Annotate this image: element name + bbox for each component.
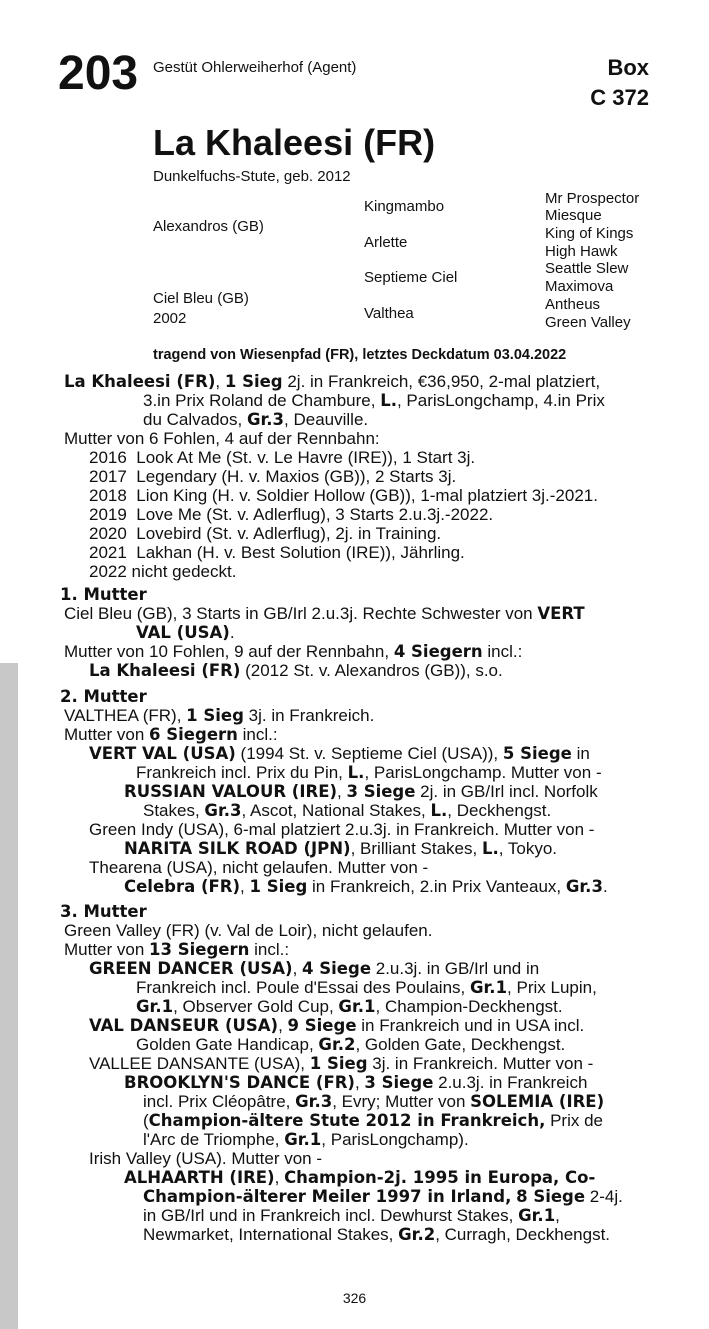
section-heading-dam3: 3. Mutter <box>60 902 147 921</box>
pedigree-gen3-4: High Hawk <box>545 243 618 260</box>
page-edge-tab <box>0 663 18 1329</box>
record-line: La Khaleesi (FR), 1 Sieg 2j. in Frankreich, €36,950, 2-mal platziert, <box>64 372 601 391</box>
listed-badge: L. <box>380 391 397 410</box>
record-line: l'Arc de Triomphe, Gr.1, ParisLongchamp). <box>143 1130 469 1149</box>
record-line: Green Indy (USA), 6-mal platziert 2.u.3j. in Frankreich. Mutter von - <box>89 820 595 839</box>
pedigree-gen2-4: Valthea <box>364 305 414 322</box>
record-line: VAL (USA). <box>136 623 235 642</box>
box-title: Box <box>607 55 649 80</box>
record-line: Mutter von 13 Siegern incl.: <box>64 940 290 959</box>
pedigree-gen3-1: Mr Prospector <box>545 190 640 207</box>
section-heading-dam1: 1. Mutter <box>60 585 147 604</box>
wins: 1 Sieg <box>224 372 283 391</box>
pedigree-gen3-8: Green Valley <box>545 314 631 331</box>
lot-number: 203 <box>58 47 139 100</box>
record-line: Green Valley (FR) (v. Val de Loir), nicht gelaufen. <box>64 921 433 940</box>
record-line: Mutter von 6 Siegern incl.: <box>64 725 278 744</box>
pedigree-gen3-7: Antheus <box>545 296 601 313</box>
record-line: Mutter von 10 Fohlen, 9 auf der Rennbahn, 4 Siegern incl.: <box>64 642 523 661</box>
record-line: (Champion-ältere Stute 2012 in Frankreich, Prix de <box>143 1111 603 1130</box>
pedigree-dam: Ciel Bleu (GB) <box>153 290 249 307</box>
record-line: BROOKLYN'S DANCE (FR), 3 Siege 2.u.3j. in Frankreich <box>124 1073 588 1092</box>
record-line: in GB/Irl und in Frankreich incl. Dewhurst Stakes, Gr.1, <box>143 1206 560 1225</box>
dam2-section <box>64 706 650 896</box>
record-line: Golden Gate Handicap, Gr.2, Golden Gate, Deckhengst. <box>136 1035 566 1054</box>
foals-intro: Mutter von 6 Fohlen, 4 auf der Rennbahn: <box>64 429 380 448</box>
record-line: Irish Valley (USA). Mutter von - <box>89 1149 323 1168</box>
pedigree-gen3-3: King of Kings <box>545 225 634 242</box>
record-line: Ciel Bleu (GB), 3 Starts in GB/Irl 2.u.3j. Rechte Schwester von VERT <box>64 604 585 623</box>
record-line: 3.in Prix Roland de Chambure, L., ParisLongchamp, 4.in Prix <box>143 391 605 410</box>
group-badge: Gr.3 <box>246 410 285 429</box>
box-number: C 372 <box>590 85 649 110</box>
horse-description: Dunkelfuchs-Stute, geb. 2012 <box>153 168 351 185</box>
page-number: 326 <box>342 1290 367 1306</box>
record-line: Thearena (USA), nicht gelaufen. Mutter von - <box>89 858 429 877</box>
race-record <box>64 372 650 581</box>
pedigree-sire: Alexandros (GB) <box>153 218 264 235</box>
pedigree-gen2-3: Septieme Ciel <box>364 269 458 286</box>
horse-name-ref: La Khaleesi (FR) <box>64 372 216 391</box>
record-line: Gr.1, Observer Gold Cup, Gr.1, Champion-Deckhengst. <box>136 997 563 1016</box>
dam1-section <box>64 604 650 680</box>
record-line: Champion-älterer Meiler 1997 in Irland, 8 Siege 2-4j. <box>143 1187 623 1206</box>
record-line: NARITA SILK ROAD (JPN), Brilliant Stakes, L., Tokyo. <box>124 839 558 858</box>
record-line: Frankreich incl. Prix du Pin, L., ParisLongchamp. Mutter von - <box>136 763 602 782</box>
foal-item: 2017 Legendary (H. v. Maxios (GB)), 2 Starts 3j. <box>89 467 457 486</box>
pedigree-gen3-6: Maximova <box>545 278 614 295</box>
foal-item: 2020 Lovebird (St. v. Adlerflug), 2j. in Training. <box>89 524 442 543</box>
dam3-section <box>64 921 650 1244</box>
box-label <box>590 53 649 113</box>
record-line: GREEN DANCER (USA), 4 Siege 2.u.3j. in GB/Irl und in <box>89 959 540 978</box>
pedigree-gen3-5: Seattle Slew <box>545 260 629 277</box>
foal-item: 2019 Love Me (St. v. Adlerflug), 3 Starts 2.u.3j.-2022. <box>89 505 494 524</box>
record-line: incl. Prix Cléopâtre, Gr.3, Evry; Mutter von SOLEMIA (IRE) <box>143 1092 605 1111</box>
consignor: Gestüt Ohlerweiherhof (Agent) <box>153 59 357 76</box>
section-heading-dam2: 2. Mutter <box>60 687 147 706</box>
pedigree-dam-year: 2002 <box>153 310 187 327</box>
covering-info: tragend von Wiesenpfad (FR), letztes Deckdatum 03.04.2022 <box>153 347 567 363</box>
pedigree-gen2-1: Kingmambo <box>364 198 445 215</box>
record-line: ALHAARTH (IRE), Champion-2j. 1995 in Europa, Co- <box>124 1168 596 1187</box>
record-line: VERT VAL (USA) (1994 St. v. Septieme Ciel (USA)), 5 Siege in <box>89 744 590 763</box>
foal-item: 2022 nicht gedeckt. <box>89 562 237 581</box>
record-line: La Khaleesi (FR) (2012 St. v. Alexandros (GB)), s.o. <box>89 661 503 680</box>
foal-item: 2021 Lakhan (H. v. Best Solution (IRE)), Jährling. <box>89 543 465 562</box>
record-line: VALLEE DANSANTE (USA), 1 Sieg 3j. in Frankreich. Mutter von - <box>89 1054 594 1073</box>
record-line: VALTHEA (FR), 1 Sieg 3j. in Frankreich. <box>64 706 375 725</box>
pedigree-gen3-2: Miesque <box>545 207 602 224</box>
record-line: Stakes, Gr.3, Ascot, National Stakes, L., Deckhengst. <box>143 801 552 820</box>
record-line: RUSSIAN VALOUR (IRE), 3 Siege 2j. in GB/Irl incl. Norfolk <box>124 782 598 801</box>
horse-name: La Khaleesi (FR) <box>153 122 436 163</box>
foal-item: 2018 Lion King (H. v. Soldier Hollow (GB)), 1-mal platziert 3j.-2021. <box>89 486 598 505</box>
record-line: Frankreich incl. Poule d'Essai des Poulains, Gr.1, Prix Lupin, <box>136 978 597 997</box>
record-line: VAL DANSEUR (USA), 9 Siege in Frankreich und in USA incl. <box>89 1016 585 1035</box>
record-line: du Calvados, Gr.3, Deauville. <box>143 410 369 429</box>
foal-item: 2016 Look At Me (St. v. Le Havre (IRE)), 1 Start 3j. <box>89 448 476 467</box>
pedigree-gen2-2: Arlette <box>364 234 408 251</box>
record-line: Newmarket, International Stakes, Gr.2, Curragh, Deckhengst. <box>143 1225 611 1244</box>
record-line: Celebra (FR), 1 Sieg in Frankreich, 2.in Prix Vanteaux, Gr.3. <box>124 877 608 896</box>
